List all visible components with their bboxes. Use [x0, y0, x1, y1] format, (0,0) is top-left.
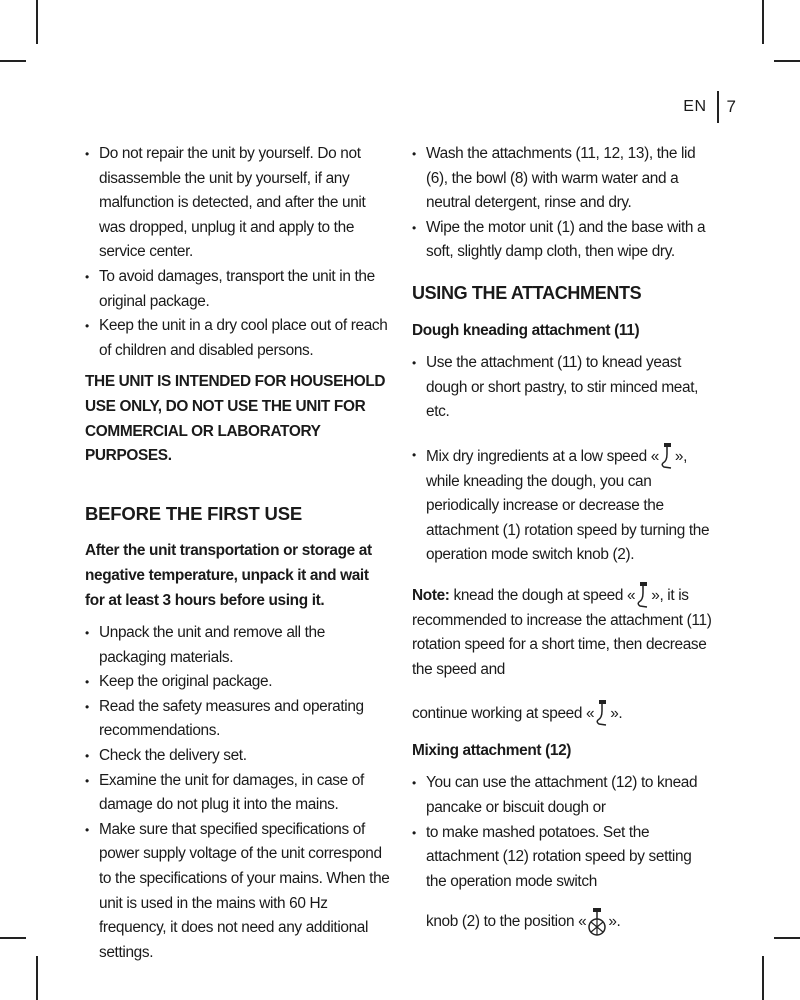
first-use-list — [85, 621, 390, 965]
page-number: 7 — [726, 97, 736, 116]
section-title-using-attachments: USING THE ATTACHMENTS — [412, 282, 642, 303]
low-speed-icon — [636, 582, 650, 606]
list-item: • Wash the attachments (11, 12, 13), the lid (6), the bowl (8) with warm water and a neutral detergent, rinse and dry. — [412, 142, 712, 216]
crop-mark-bottom-left-horizontal — [0, 937, 26, 939]
mixing-attachment-title: Mixing attachment (12) — [412, 741, 572, 759]
list-item: • Do not repair the unit by yourself. Do not disassemble the unit by yourself, if any malfunction is detected, and after the unit was dropped, unplug it and apply to the service center. — [85, 142, 390, 265]
list-item: • Examine the unit for damages, in case of damage do not plug it into the mains. — [85, 769, 390, 818]
cleaning-list — [412, 142, 712, 265]
page-header — [683, 91, 736, 123]
mixing-list — [412, 771, 712, 935]
crop-mark-top-left-horizontal — [0, 60, 26, 62]
list-item: • To avoid damages, transport the unit in the original package. — [85, 265, 390, 314]
storage-intro: After the unit transportation or storage at negative temperature, unpack it and wait for at least 3 hours before using it. — [85, 542, 372, 609]
list-item: • Keep the original package. — [85, 670, 390, 695]
list-item: • Check the delivery set. — [85, 744, 390, 769]
crop-mark-bottom-right-horizontal — [774, 937, 800, 939]
dough-attachment-title: Dough kneading attachment (11) — [412, 321, 640, 339]
crop-mark-top-left-vertical — [36, 0, 38, 44]
dough-note-continued: continue working at speed « ». — [412, 700, 712, 727]
crop-mark-top-right-vertical — [762, 0, 764, 44]
household-use-warning: THE UNIT IS INTENDED FOR HOUSEHOLD USE ONLY, DO NOT USE THE UNIT FOR COMMERCIAL OR LABORATORY PURPOSES. — [85, 373, 386, 465]
list-item: • Read the safety measures and operating recommendations. — [85, 695, 390, 744]
safety-list — [85, 142, 390, 363]
list-item: • Keep the unit in a dry cool place out of reach of children and disabled persons. — [85, 314, 390, 363]
low-speed-icon — [660, 443, 674, 467]
list-item: • Mix dry ingredients at a low speed « », while kneading the dough, you can periodically increase or decrease the attachment (1) rotation speed by turning the operation mode switch knob (2). — [412, 443, 712, 568]
section-title-before-first-use: BEFORE THE FIRST USE — [85, 502, 302, 524]
list-item: • You can use the attachment (12) to knead pancake or biscuit dough or — [412, 771, 712, 820]
list-item: • to make mashed potatoes. Set the attachment (12) rotation speed by setting the operation mode switch knob (2) to the position « ». — [412, 821, 712, 935]
left-column — [85, 142, 390, 965]
list-item: • Use the attachment (11) to knead yeast dough or short pastry, to stir minced meat, etc. — [412, 351, 712, 425]
crop-mark-bottom-left-vertical — [36, 956, 38, 1000]
language-code: EN — [683, 98, 707, 115]
list-item: • Unpack the unit and remove all the packaging materials. — [85, 621, 390, 670]
crop-mark-top-right-horizontal — [774, 60, 800, 62]
whisk-position-icon — [587, 908, 607, 932]
dough-list — [412, 351, 712, 568]
right-column — [412, 142, 712, 935]
list-item: • Wipe the motor unit (1) and the base with a soft, slightly damp cloth, then wipe dry. — [412, 216, 712, 265]
header-divider — [717, 91, 719, 123]
dough-note: Note: knead the dough at speed « », it is recommended to increase the attachment (11) rotation speed for a short time, then decrease the speed and — [412, 582, 712, 682]
list-item: • Make sure that specified specifications of power supply voltage of the unit correspond to the specifications of your mains. When the unit is used in the mains with 60 Hz frequency, it does not need any additional settings. — [85, 818, 390, 966]
crop-mark-bottom-right-vertical — [762, 956, 764, 1000]
low-speed-icon — [595, 700, 609, 724]
